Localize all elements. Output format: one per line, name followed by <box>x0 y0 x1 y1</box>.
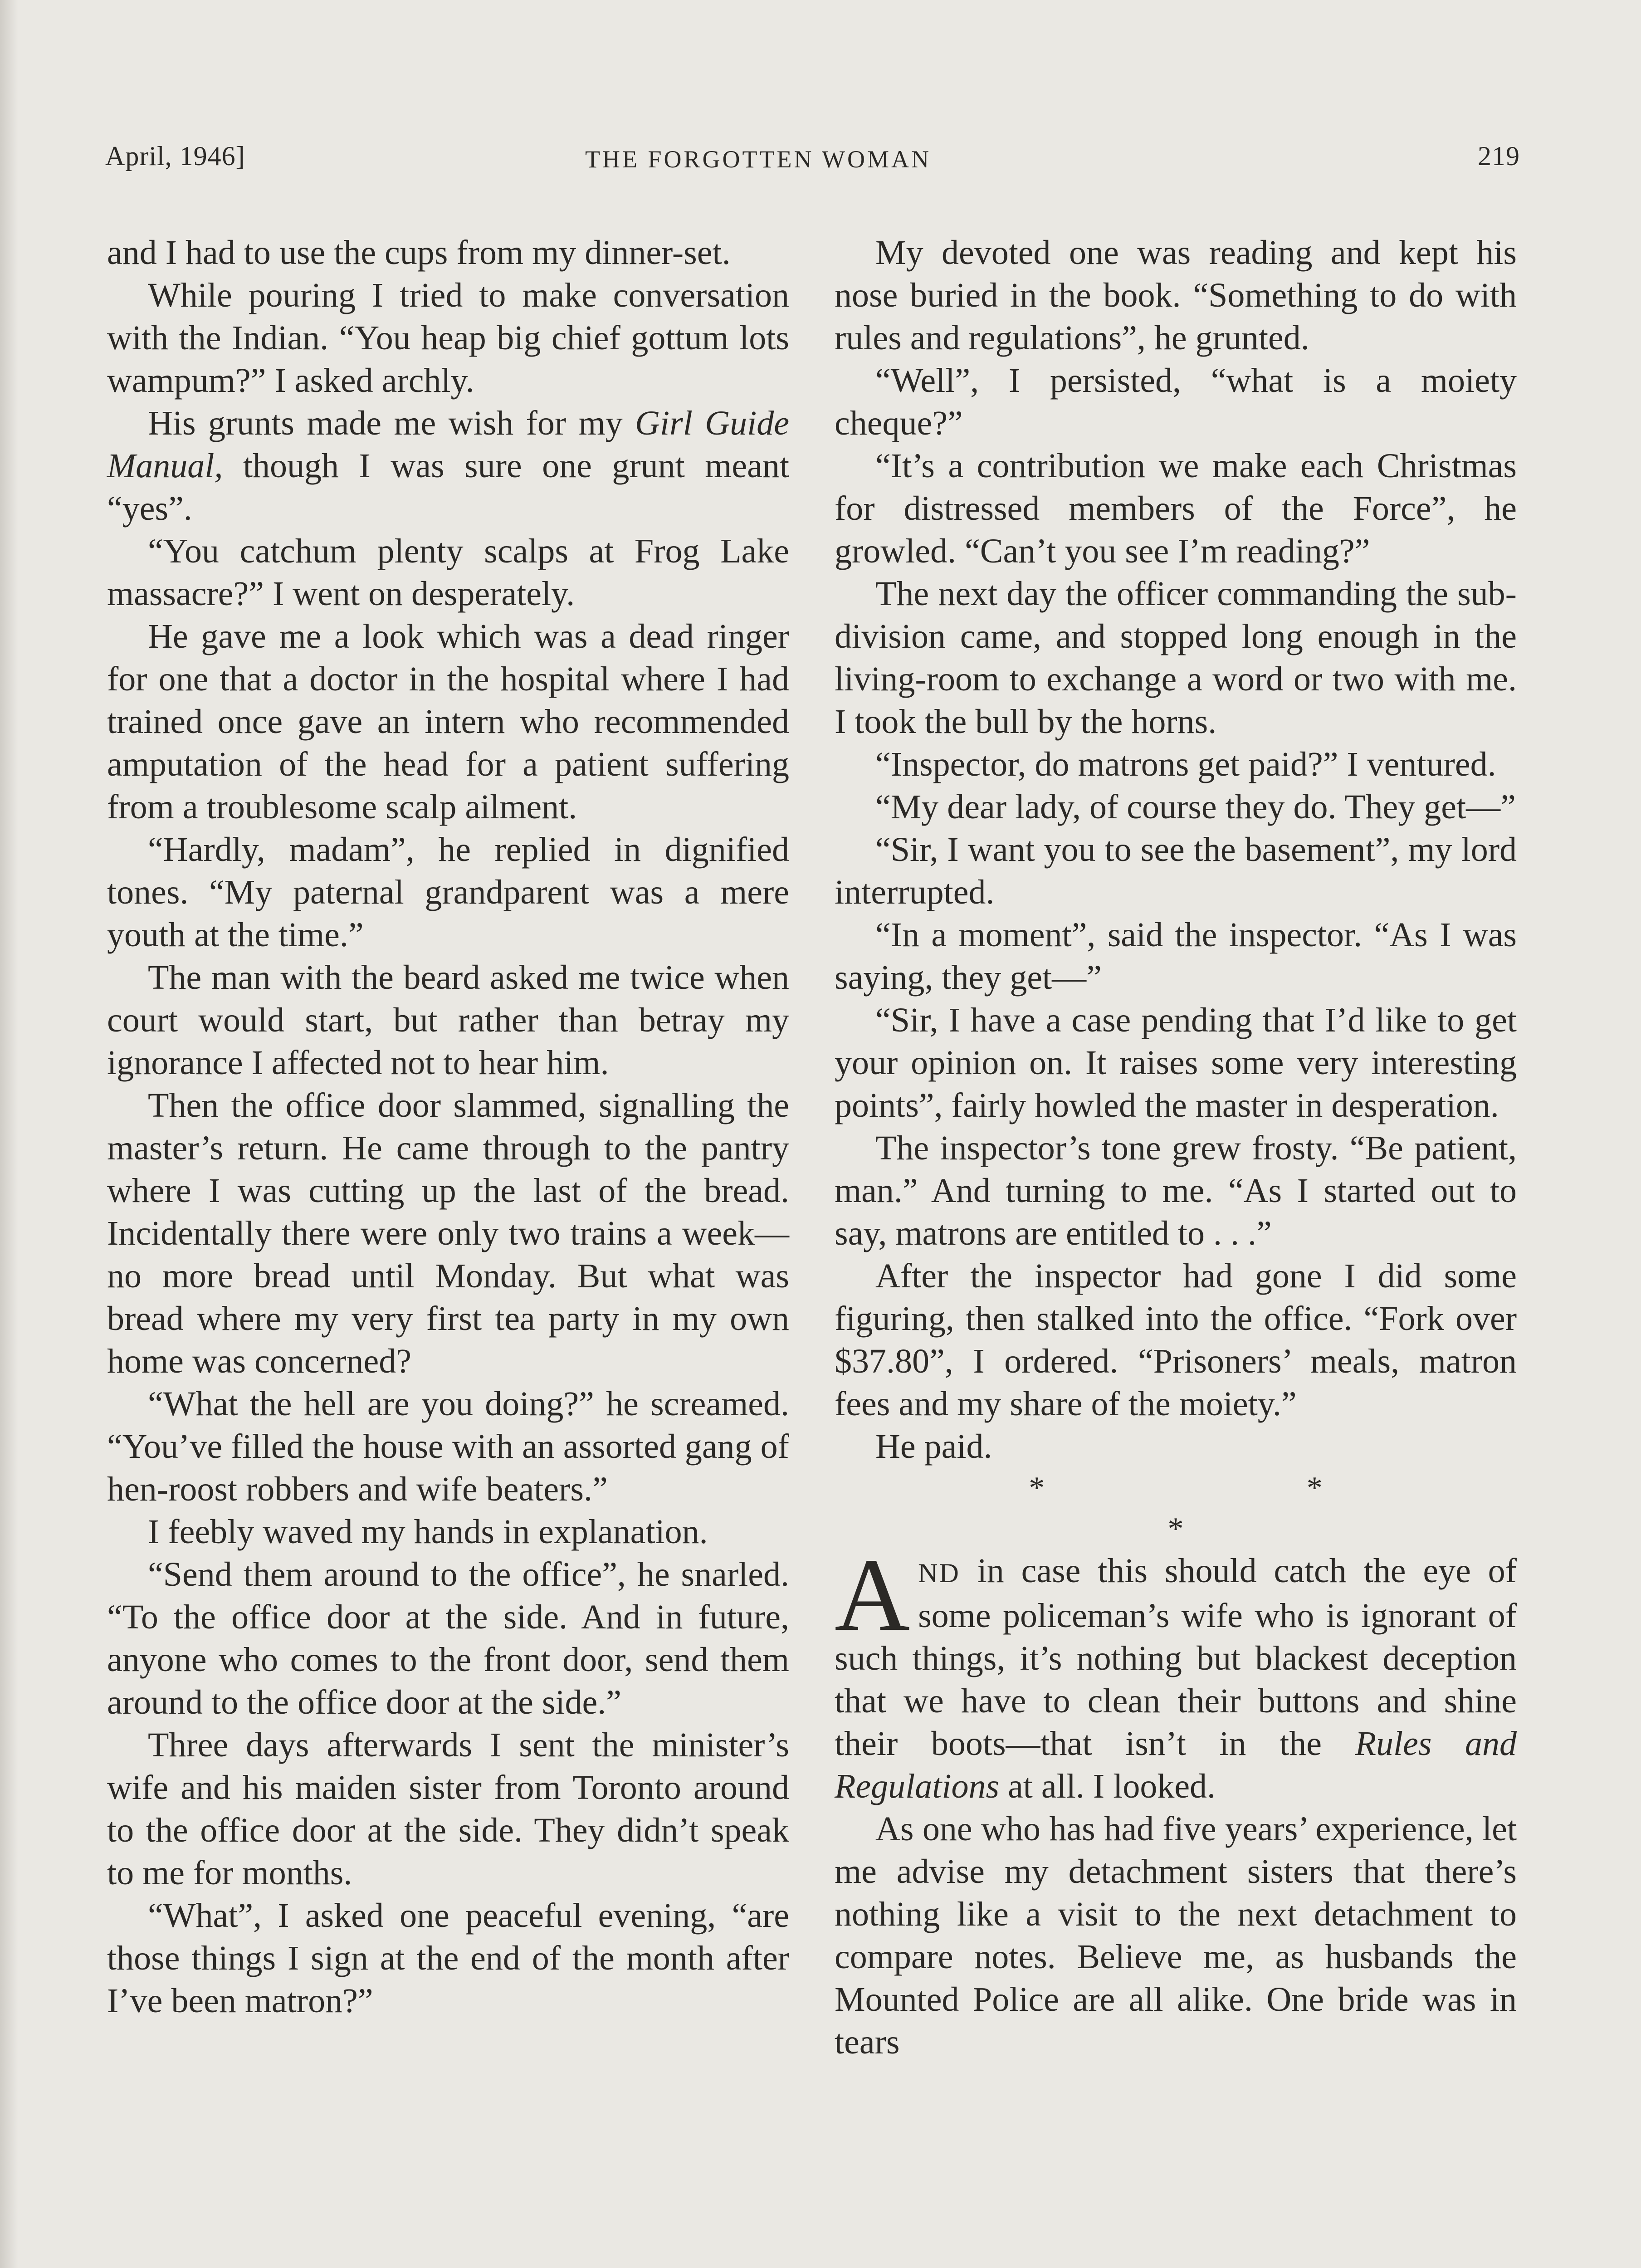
paragraph: “Inspector, do matrons get paid?” I ventured. <box>875 745 1496 783</box>
left-column <box>107 231 789 2022</box>
text-run: at all. I looked. <box>999 1767 1216 1805</box>
paragraph: “My dear lady, of course they do. They get—” <box>875 788 1516 826</box>
small-caps-lead: ND <box>918 1558 960 1588</box>
paragraph: and I had to use the cups from my dinner-set. <box>107 234 731 272</box>
right-column <box>835 231 1517 2063</box>
paragraph: “In a moment”, said the inspector. “As I was saying, they get—” <box>835 916 1517 997</box>
section-break: * * * <box>1029 1471 1450 1546</box>
paragraph: “It’s a contribution we make each Christmas for distressed members of the Force”, he growled. “Can’t you see I’m reading?” <box>835 447 1517 570</box>
page-edge-shadow <box>0 0 18 2268</box>
paragraph: “Sir, I have a case pending that I’d like to get your opinion on. It raises some very interesting points”, fairly howled the master in desperation. <box>835 1001 1517 1124</box>
article-title: THE FORGOTTEN WOMAN <box>585 146 931 173</box>
book-title: Rules and Regulations <box>835 1725 1517 1805</box>
paragraph: He paid. <box>875 1427 992 1466</box>
running-head <box>0 141 1641 181</box>
paragraph: “Send them around to the office”, he snarled. “To the office door at the side. And in future, anyone who comes to the front door, send them around to the office door at the side.” <box>107 1555 789 1721</box>
drop-cap: A <box>835 1537 910 1652</box>
page-number: 219 <box>1478 141 1520 171</box>
paragraph: My devoted one was reading and kept his nose buried in the book. “Something to do with rules and regulations”, he grunted. <box>835 234 1517 357</box>
paragraph <box>835 1537 1517 1808</box>
paragraph: “Sir, I want you to see the basement”, my lord interrupted. <box>835 831 1517 911</box>
paragraph: Three days afterwards I sent the minister’s wife and his maiden sister from Toronto around to the office door at the side. They didn’t speak to me for months. <box>107 1726 789 1892</box>
paragraph: “Well”, I persisted, “what is a moiety cheque?” <box>835 362 1517 442</box>
issue-date: April, 1946] <box>105 141 245 171</box>
text-run: in case this should catch the eye of some policeman’s wife who is ignorant of such things, it’s nothing but blackest deception that we have to clean their buttons and shine their boots—that isn’t in the <box>835 1552 1517 1763</box>
paragraph: I feebly waved my hands in explanation. <box>148 1513 708 1551</box>
paragraph: After the inspector had gone I did some figuring, then stalked into the office. “Fork over $37.80”, I ordered. “Prisoners’ meals, matron fees and my share of the moiety.” <box>835 1257 1517 1423</box>
text-run: though I was sure one grunt meant “yes”. <box>107 447 789 528</box>
paragraph <box>107 402 789 530</box>
paragraph: “Hardly, madam”, he replied in dignified tones. “My paternal grandparent was a mere youth at the time.” <box>107 831 789 954</box>
text-run: His grunts made me wish for my <box>148 404 635 442</box>
paragraph: The next day the officer commanding the sub-division came, and stopped long enough in the living-room to exchange a word or two with me. I took the bull by the horns. <box>835 575 1517 741</box>
paragraph: While pouring I tried to make conversation with the Indian. “You heap big chief gottum lots wampum?” I asked archly. <box>107 276 789 400</box>
paragraph: The man with the beard asked me twice when court would start, but rather than betray my ignorance I affected not to hear him. <box>107 958 789 1082</box>
paragraph: “What the hell are you doing?” he screamed. “You’ve filled the house with an assorted gang of hen-roost robbers and wife beaters.” <box>107 1385 789 1508</box>
paragraph: “What”, I asked one peaceful evening, “are those things I sign at the end of the month after I’ve been matron?” <box>107 1897 789 2020</box>
paragraph: The inspector’s tone grew frosty. “Be patient, man.” And turning to me. “As I started out to say, matrons are entitled to . . .” <box>835 1129 1517 1252</box>
paragraph: He gave me a look which was a dead ringer for one that a doctor in the hospital where I had trained once gave an intern who recommended amputation of the head for a patient suffering from a troublesome scalp ailment. <box>107 617 789 826</box>
book-title: Girl Guide Manual, <box>107 404 789 485</box>
paragraph: As one who has had five years’ experience, let me advise my detachment sisters that there’s nothing like a visit to the next detachment to compare notes. Believe me, as husbands the Mounted Police are all alike. One bride was in tears <box>835 1810 1517 2061</box>
paragraph: “You catchum plenty scalps at Frog Lake massacre?” I went on desperately. <box>107 532 789 613</box>
paragraph: Then the office door slammed, signalling the master’s return. He came through to the pantry where I was cutting up the last of the bread. Incidentally there were only two trains a week—no more bread until Monday. But what was bread where my very first tea party in my own home was concerned? <box>107 1086 789 1380</box>
